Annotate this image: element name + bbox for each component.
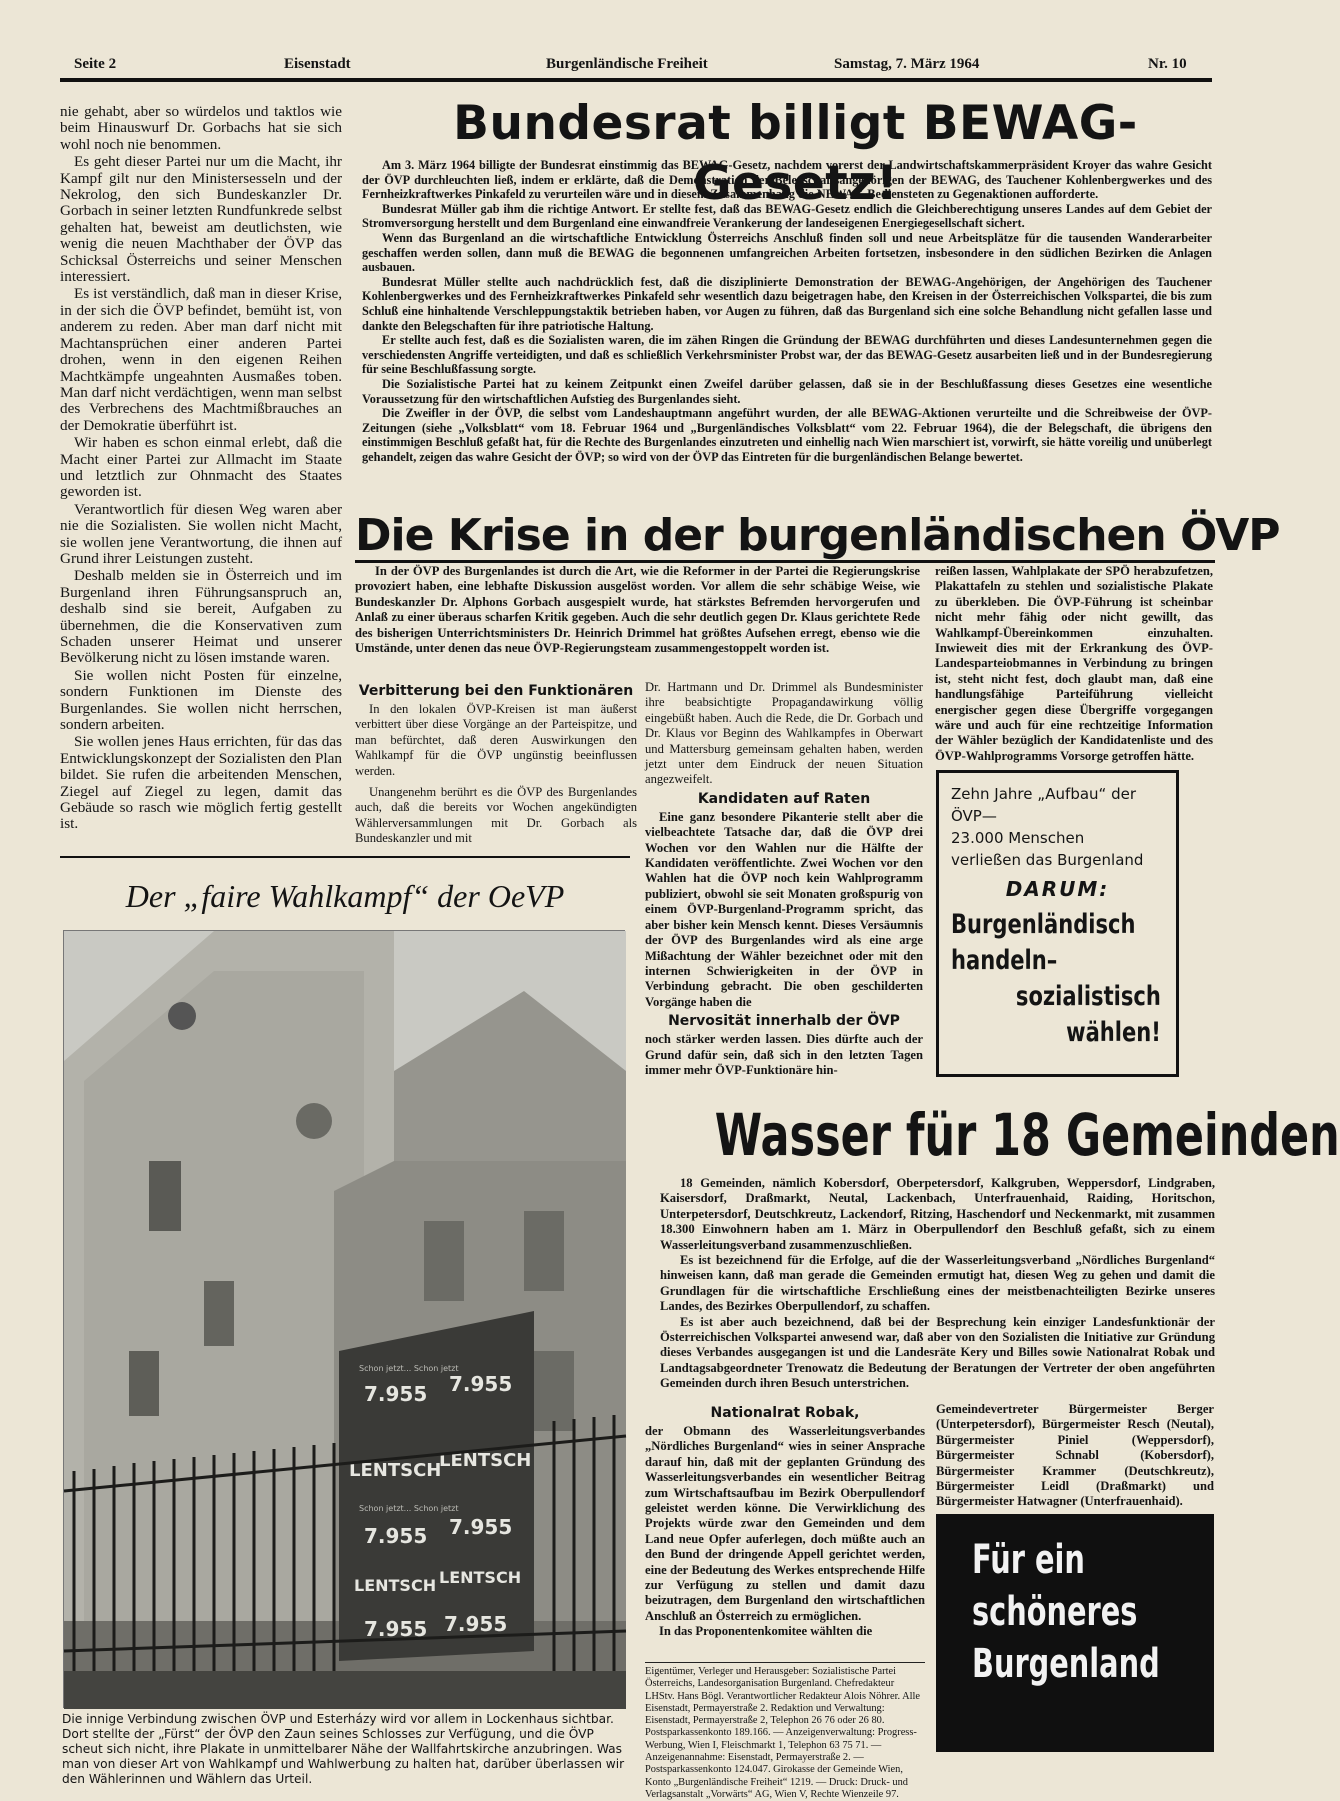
paragraph: Die Zweifler in der ÖVP, die selbst vom Landeshauptmann angeführt wurden, der alle BEWAG-Aktionen verurteilte und die Schreibweise der ÖVP-Zeitungen (siehe „Volksblatt“ vom 18. Februar 1964 und „Burgenländisches Volksblatt“ vom 22. Februar 1964), die der Belegschaft, die übrigens den einstimmigen Beschluß gefaßt hat, für die Rechte des Burgenlandes einzutreten und einhellig nach Wien marschiert ist, vorwirft, sie hätte voreilig und unüberlegt gehandelt, zeigen das wahre Gesicht der ÖVP; so wird von der ÖVP das Eintreten für die burgenländischen Belange bewertet. [362, 406, 1212, 464]
box-slogan: Burgenland [972, 1641, 1160, 1687]
church-photo-illustration [64, 931, 626, 1709]
paragraph: der Obmann des Wasserleitungsverbandes „Nördliches Burgenland“ wies in seiner Ansprache darauf hin, daß mit der geplanten Gründung des Wasserleitungsverbandes ein wesentlicher Beitrag zum Wirtschaftsaufbau im Bezirk Oberpullendorf geleistet werden könne. Die Verwirklichung des Projekts würde zwar den Gemeinden und dem Land neue Opfer auferlegen, doch müßte auch an den Bund der dringende Appell gerichtet werden, eine der Bedeutung des Werkes entsprechende Hilfe zur Verfügung zu stellen und damit dazu beizutragen, dem Burgenland den wirtschaftlichen Anschluß an Österreich zu ermöglichen. [645, 1424, 925, 1623]
subheading: Nervosität innerhalb der ÖVP [668, 1013, 900, 1030]
poster-number: 7.955 [364, 1524, 428, 1548]
poster-number: 7.955 [449, 1515, 513, 1539]
paragraph: Eine ganz besondere Pikanterie stellt aber die vielbeachtete Tatsache dar, daß die ÖVP drei Wochen vor den Wahlen nur die Hälfte der Kandidaten veröffentlichte. Zwei Wochen vor den Wahlen hat die ÖVP noch kein Wahlprogramm publiziert, obwohl sie seit Monaten großspurig von einem ÖVP-Burgenland-Programm spricht, das aber bisher kein Mensch kennt. Dieses Versäumnis der ÖVP des Burgenlandes wird als eine arge Mißachtung der Wähler bezeichnet oder mit den internen Schwierigkeiten in der ÖVP in Verbindung gebracht. Die oben geschilderten Vorgänge haben die [645, 809, 923, 1009]
photo-headline: Der „faire Wahlkampf“ der OeVP [125, 878, 565, 914]
paragraph: reißen lassen, Wahlplakate der SPÖ herabzufetzen, Plakattafeln zu stehlen und sozialistische Plakate zu überkleben. Die ÖVP-Führung ist scheinbar nicht mehr fähig oder nicht gewillt, das Wahlkampf-Übereinkommen einzuhalten. Inwieweit dies mit der Erkrankung des ÖVP-Landesparteiobmannes in Verbindung zu bringen ist, steht nicht fest, doch glaubt man, daß eine handlungsfähige Parteiführung vielleicht energischer gegen diese Übergriffe vorgegangen wäre und auch für eine rechtzeitige Information der Wähler bezüglich der Kandidatenliste und des ÖVP-Wahlprogramms Vorsorge getroffen hätte. [935, 564, 1213, 763]
photo-caption: Die innige Verbindung zwischen ÖVP und Esterházy wird vor allem in Lockenhaus sichtbar. Dort stellte der „Fürst“ der ÖVP den Zaun seines Schlosses zur Verfügung, und die ÖVP scheut sich nicht, ihre Plakate in unmittelbarer Nähe der Wallfahrtskirche anzubringen. Was man von dieser Art von Wahlkampf und Wahlwerbung zu halten hat, darüber überlassen wir den Wählerinnen und Wählern das Urteil. [62, 1712, 625, 1786]
paragraph: Gemeindevertreter Bürgermeister Berger (Unterpetersdorf), Bürgermeister Resch (Neutal), Bürgermeister Piniel (Weppersdorf), Bürgermeister Schnabl (Kobersdorf), Bürgermeister Krammer (Deutschkreutz), Bürgermeister Leidl (Draßmarkt) und Bürgermeister Hatwagner (Unterfrauenhaid). [936, 1402, 1214, 1509]
poster-number: 7.955 [364, 1617, 428, 1641]
poster-name: LENTSCH [354, 1576, 437, 1595]
box-line: Zehn Jahre „Aufbau“ der ÖVP— [951, 785, 1137, 825]
poster-name: LENTSCH [439, 1450, 532, 1471]
bewag-headline: Bundesrat billigt BEWAG-Gesetz! [453, 96, 1138, 211]
campaign-box-aufbau [936, 770, 1179, 1077]
imprint: Eigentümer, Verleger und Herausgeber: Sozialistische Partei Österreichs, Landesorganisation Burgenland. Chefredakteur LHStv. Hans Bögl. Verantwortlicher Redakteur Alois Nöhrer. Alle Eisenstadt, Permayerstraße 2. Redaktion und Verwaltung: Eisenstadt, Permayerstraße 2, Telephon 26 76 oder 26 80. Postsparkassenkonto 189.166. — Anzeigenverwaltung: Progress-Werbung, Wien I, Fleischmarkt 1, Telephon 63 75 71. — Anzeigenannahme: Eisenstadt, Permayerstraße 2. — Postsparkassenkonto 124.047. Girokasse der Gemeinde Wien, Konto „Burgenländische Freiheit“ 1219. — Druck: Druck- und Verlagsanstalt „Vorwärts“ AG, Wien V, Rechte Wienzeile 97. [645, 1666, 921, 1800]
paragraph: Wenn das Burgenland an die wirtschaftliche Entwicklung Österreichs Anschluß finden soll und neue Arbeitsplätze für die tausenden Wanderarbeiter geschaffen werden sollen, dann muß die BEWAG die begonnenen umfangreichen Arbeiten fortsetzen, insbesondere in den südlichen Bezirken die Anlagen ausbauen. [362, 230, 1212, 275]
section-divider [355, 560, 1215, 563]
poster-number: 7.955 [444, 1612, 508, 1636]
paragraph: nie gehabt, aber so würdelos und taktlos wie beim Hinauswurf Dr. Gorbachs hat sie sich wohl noch nie benommen. [60, 103, 342, 153]
poster-slogan: Schon jetzt... Schon jetzt [359, 1504, 459, 1513]
imprint-divider [645, 1662, 925, 1663]
poster-slogan: Schon jetzt... Schon jetzt [359, 1364, 459, 1373]
page-number: Seite 2 [74, 56, 117, 72]
paragraph: Verantwortlich für diesen Weg waren aber nie die Sozialisten. Sie wollen nicht Macht, sie wollen jene Verantwortung, die ihnen auf Grund ihrer Leistungen zusteht. [60, 500, 342, 567]
campaign-box-schoener [936, 1514, 1214, 1752]
paragraph: noch stärker werden lassen. Dies dürfte auch der Grund dafür sein, daß sich in den letzten Tagen immer mehr ÖVP-Funktionäre hin- [645, 1032, 923, 1077]
place-name: Eisenstadt [284, 56, 351, 72]
poster-name: LENTSCH [439, 1568, 522, 1587]
paragraph: Es geht dieser Partei nur um die Macht, ihr Kampf gilt nur den Ministersesseln und der Nekrolog, den sich Bundeskanzler Dr. Gorbach in seiner letzten Rundfunkrede selbst gehalten hat, beweist am deutlichsten, wie wenig die neuen Machthaber der ÖVP das Schicksal Österreichs und seiner Menschen interessiert. [60, 153, 342, 286]
wasser-column-2 [936, 1402, 1214, 1510]
paragraph: Unangenehm berührt es die ÖVP des Burgenlandes auch, daß die bereits vor Wochen angekündigten Wählerversammlungen mit Dr. Gorbach als Bundeskanzler und mit [355, 785, 637, 846]
box-slogan: Für ein [972, 1537, 1085, 1583]
paragraph: Deshalb melden sie in Österreich und im Burgenland ihren Führungsanspruch an, deshalb sind sie bereit, Aufgaben zu übernehmen, die die Konservativen zum Schaden unserer Heimat und unserer Bevölkerung nicht zu lösen imstande waren. [60, 567, 342, 667]
paragraph: In den lokalen ÖVP-Kreisen ist man äußerst verbittert über diese Vorgänge an der Parteispitze, und man befürchtet, daß deren Auswirkungen den Wahlkampf für die ÖVP ungünstig beeinflussen werden. [355, 702, 637, 778]
subheading: Nationalrat Robak, [710, 1405, 860, 1421]
box-line: 23.000 Menschen [951, 829, 1085, 847]
poster-name: LENTSCH [349, 1460, 442, 1481]
issue-date: Samstag, 7. März 1964 [834, 56, 980, 72]
column-continuation [60, 104, 342, 834]
paragraph: Es ist bezeichnend für die Erfolge, auf die der Wasserleitungsverband „Nördliches Burgenland“ hinweisen kann, daß man gerade die Gemeinden ermutigt hat, diesen Weg zu gehen und damit die Grundlagen für die wirtschaftliche Erschließung eines der meistbenachteiligten Bezirke unseres Landes, des Bezirkes Oberpullendorf, zu schaffen. [660, 1253, 1215, 1314]
newspaper-name: Burgenländische Freiheit [546, 56, 708, 72]
paragraph: Bundesrat Müller gab ihm die richtige Antwort. Er stellte fest, daß das BEWAG-Gesetz endlich die Gleichberechtigung unseres Landes auf dem Gebiet der Stromversorgung herstellt und dem Burgenland eine einwandfreie Verankerung der landeseigenen Energiegesellschaft sichert. [362, 201, 1212, 231]
paragraph: In der ÖVP des Burgenlandes ist durch die Art, wie die Reformer in der Partei die Regierungskrise provoziert haben, eine lebhafte Diskussion ausgelöst worden. Vor allem die sehr schäbige Weise, wie Bundeskanzler Dr. Alphons Gorbach ausgespielt wurde, hat stärkstes Befremden hervorgerufen und Anlaß zu einer überaus scharfen Kritik gegeben. Auch die sehr deutlich gegen Dr. Klaus gerichtete Rede des bisherigen Unterrichtsministers Dr. Heinrich Drimmel hat größtes Aufsehen erregt, ebenso wie die Umstände, unter denen das neue ÖVP-Regierungsteam zusammengestoppelt worden ist. [355, 564, 920, 656]
paragraph: Dr. Hartmann und Dr. Drimmel als Bundesminister ihre beabsichtigte Propagandawirkung völlig eingebüßt haben. Auch die Rede, die Dr. Gorbach und Dr. Klaus vor Beginn des Wahlkampfes in Oberwart und Mattersburg gemeinsam gehalten haben, werden jetzt unter dem Eindruck der neuen Situation angezweifelt. [645, 680, 923, 787]
box-line: verließen das Burgenland [951, 851, 1144, 869]
wasser-article [660, 1176, 1215, 1392]
paragraph: Sie wollen nicht Posten für einzelne, sondern Funktionen im Dienste des Burgenlandes. Sie wollen nicht herrschen, sondern arbeiten. [60, 666, 342, 734]
box-slogan: wählen! [1066, 1017, 1161, 1048]
box-darum: DARUM: [1005, 877, 1110, 901]
paragraph: Bundesrat Müller stellte auch nachdrücklich fest, daß die disziplinierte Demonstration der BEWAG-Angehörigen, der Angehörigen des Tauchener Kohlenbergwerkes und des Fernheizkraftwerkes Pinkafeld sehr wesentlich dazu beigetragen habe, den Kreisen in der Österreichischen Volkspartei, die bis zum Schluß eine hinhaltende Verschleppungstaktik betrieben haben, vor Augen zu führen, daß das Burgenland sich eine solche Behandlung nicht gefallen lasse und dankte den Belegschaften für ihre patriotische Haltung. [362, 274, 1212, 333]
bewag-article [362, 158, 1212, 464]
poster-number: 7.955 [364, 1382, 428, 1406]
paragraph: Er stellte auch fest, daß es die Sozialisten waren, die im zähen Ringen die Gründung der BEWAG durchführten und dieses Landesunternehmen gegen die verschiedensten Angriffe verteidigten, und daß es schließlich Verkehrsminister Probst war, der das BEWAG-Gesetz ausarbeiten ließ und in der Bundesregierung für seine Beschlußfassung sorgte. [362, 333, 1212, 377]
paragraph: Wir haben es schon einmal erlebt, daß die Macht einer Partei zur Allmacht im Staate und letztlich zur Ohnmacht des Staates geworden ist. [60, 434, 342, 501]
krise-column-2 [645, 680, 923, 1078]
paragraph: Die Sozialistische Partei hat zu keinem Zeitpunkt einen Zweifel darüber gelassen, daß sie in der Beschlußfassung dieses Gesetzes eine wesentliche Voraussetzung für den wirtschaftlichen Aufstieg des Burgenlandes sieht. [362, 376, 1212, 406]
paragraph: Sie wollen jenes Haus errichten, für das das Entwicklungskonzept der Sozialisten den Plan bildet. Sie rufen die arbeitenden Menschen, Ziegel auf Ziegel zu legen, damit das Gebäude so rasch wie möglich fertig gestellt ist. [60, 733, 342, 833]
wasser-headline: Wasser für 18 Gemeinden [714, 1101, 1340, 1169]
issue-number: Nr. 10 [1148, 56, 1187, 72]
paragraph: Es ist verständlich, daß man in dieser Krise, in der sich die ÖVP befindet, bemüht ist, von anderem zu reden. Aber man darf nicht mit Machtansprüchen einer anderen Partei drohen, wenn in den eigenen Reihen Machtkämpfe ungeahnten Ausmaßes toben. Man darf nicht verdächtigen, wenn man selbst des Verbrechens des Machtmißbrauches an der Demokratie überführt ist. [60, 285, 342, 434]
subheading: Verbitterung bei den Funktionären [358, 683, 634, 699]
krise-headline: Die Krise in der burgenländischen ÖVP [355, 510, 1280, 561]
subheading: Kandidaten auf Raten [697, 790, 871, 807]
poster-number: 7.955 [449, 1372, 513, 1396]
box-slogan: sozialistisch [1015, 981, 1161, 1012]
paragraph: In das Proponentenkomitee wählten die [659, 1624, 873, 1639]
krise-column-3 [935, 564, 1213, 764]
header-rule [60, 78, 1212, 82]
paragraph: Am 3. März 1964 billigte der Bundesrat einstimmig das BEWAG-Gesetz, nachdem vorerst der Landwirtschaftskammerpräsident Kroyer das wahre Gesicht der ÖVP durchleuchten ließ, indem er erklärte, daß die Demonstration der Belegschaftsangehörigen der BEWAG, des Tauchener Kohlenbergwerkes und des Fernheizkraftwerkes Pinkafeld zu verurteilen wäre und in diesem Zusammenhang die NEWAG-Bediensteten zu Gegenaktionen aufforderte. [362, 158, 1212, 202]
box-slogan: handeln– [951, 945, 1058, 976]
box-slogan: Burgenländisch [951, 909, 1136, 940]
krise-intro [355, 564, 920, 656]
paragraph: Es ist aber auch bezeichnend, daß bei der Besprechung kein einziger Landesfunktionär der Österreichischen Volkspartei anwesend war, daß aber von den Sozialisten die Initiative zur Gründung dieses Verbandes ausgegangen ist und die Landesräte Kery und Billes sowie Nationalrat Robak und Landtagsabgeordneter Trenowatz die Bedeutung der Beratungen der Vertreter der oben angeführten Gemeinden durch ihren Besuch unterstrichen. [660, 1314, 1215, 1391]
krise-column-1 [355, 680, 637, 847]
paragraph: 18 Gemeinden, nämlich Kobersdorf, Oberpetersdorf, Kalkgruben, Weppersdorf, Lindgraben, Kaisersdorf, Draßmarkt, Neutal, Lackenbach, Unterfrauenhaid, Raiding, Horitschon, Unterpetersdorf, Deutschkreutz, Lackendorf, Ritzing, Haschendorf und Neckenmarkt, mit zusammen 18.300 Einwohnern haben am 1. März in Oberpullendorf den Beschluß gefaßt, sich zu einem Wasserleitungsverband zusammenzuschließen. [660, 1176, 1215, 1252]
wasser-column-1 [645, 1402, 925, 1640]
section-divider [60, 856, 630, 858]
box-slogan: schöneres [972, 1589, 1138, 1635]
news-photo [63, 930, 625, 1708]
